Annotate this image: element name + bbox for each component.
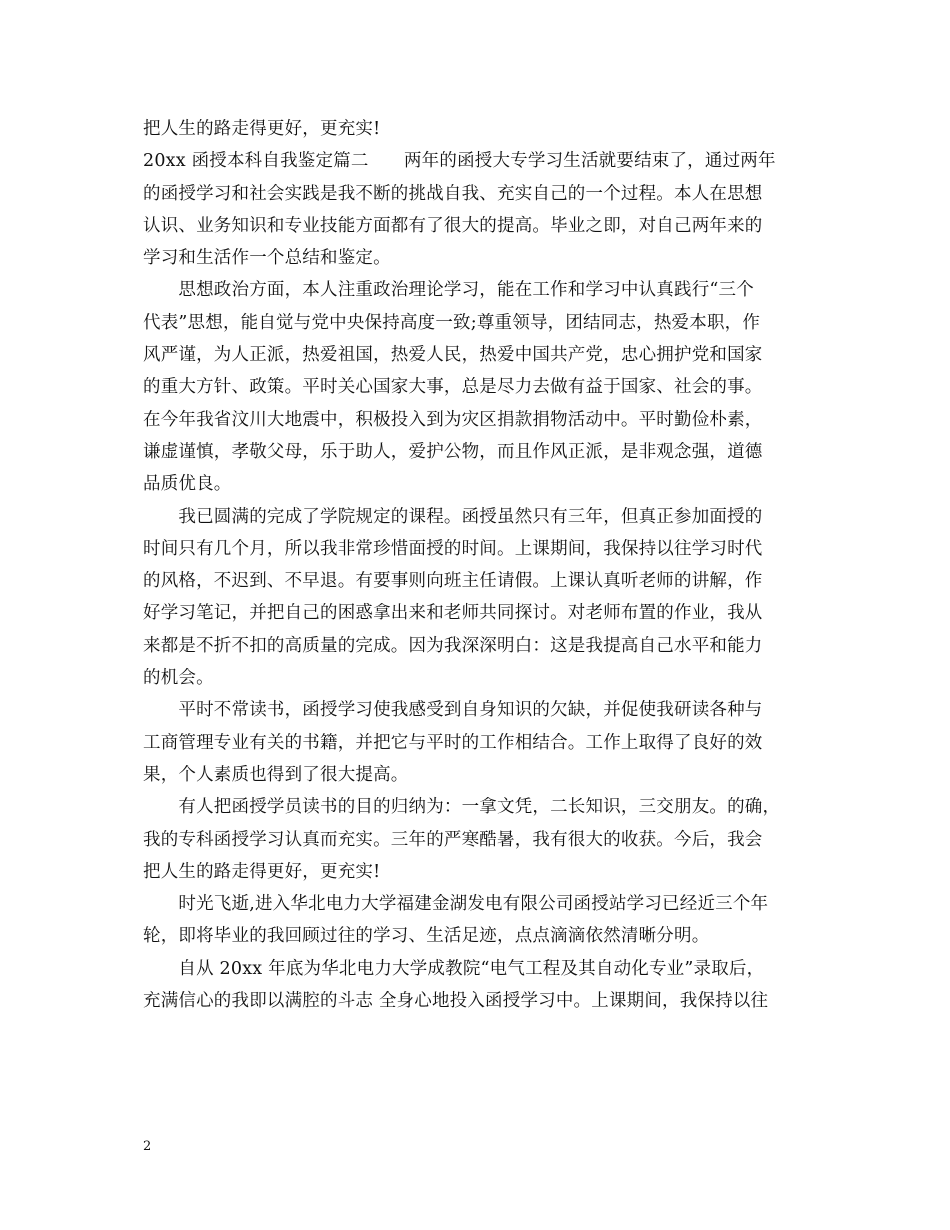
text-line-16: 好学习笔记，并把自己的困惑拿出来和老师共同探讨。对老师布置的作业，我从 [143, 603, 763, 624]
text-line-15: 的风格，不迟到、不早退。有要事则向班主任请假。上课认真听老师的讲解，作 [143, 571, 763, 592]
text-line-23: 我的专科函授学习认真而充实。三年的严寒酷暑，我有很大的收获。今后，我会 [143, 829, 763, 850]
body-text [143, 113, 811, 1017]
text-line-28: 充满信心的我即以满腔的斗志 全身心地投入函授学习中。上课期间，我保持以往 [143, 991, 769, 1012]
text-line-14: 时间只有几个月，所以我非常珍惜面授的时间。上课期间，我保持以往学习时代 [143, 538, 763, 559]
text-line-4: 认识、业务知识和专业技能方面都有了很大的提高。毕业之即，对自己两年来的 [143, 215, 763, 236]
text-line-8: 风严谨，为人正派，热爱祖国，热爱人民，热爱中国共产党，忠心拥护党和国家 [143, 345, 763, 366]
text-line-26: 轮，即将毕业的我回顾过往的学习、生活足迹，点点滴滴依然清晰分明。 [143, 926, 710, 947]
text-line-10: 在今年我省汶川大地震中，积极投入到为灾区捐款捐物活动中。平时勤俭朴素， [143, 409, 763, 430]
text-line-1: 把人生的路走得更好，更充实! [143, 119, 381, 139]
text-line-11: 谦虚谨慎，孝敬父母，乐于助人，爱护公物，而且作风正派，是非观念强，道德 [143, 441, 763, 462]
text-line-18: 的机会。 [143, 668, 214, 689]
text-line-22: 有人把函授学员读书的目的归纳为：一拿文凭，二长知识，三交朋友。的确， [143, 797, 781, 818]
text-line-27: 自从 20xx 年底为华北电力大学成教院“电气工程及其自动化专业”录取后， [143, 958, 765, 979]
text-line-25: 时光飞逝,进入华北电力大学福建金湖发电有限公司函授站学习已经近三个年 [143, 894, 769, 915]
text-line-2: 20xx 函授本科自我鉴定篇二 两年的函授大专学习生活就要结束了，通过两年 [143, 151, 776, 172]
text-line-17: 来都是不折不扣的高质量的完成。因为我深深明白：这是我提高自己水平和能力 [143, 635, 763, 656]
text-line-5: 学习和生活作一个总结和鉴定。 [143, 248, 391, 269]
text-line-12: 品质优良。 [143, 474, 232, 495]
text-line-19: 平时不常读书，函授学习使我感受到自身知识的欠缺，并促使我研读各种与 [143, 700, 763, 721]
text-line-21: 果，个人素质也得到了很大提高。 [143, 764, 409, 785]
page-number: 2 [143, 1139, 152, 1154]
text-line-7: 代表”思想，能自觉与党中央保持高度一致;尊重领导，团结同志，热爱本职，作 [143, 312, 761, 333]
text-line-24: 把人生的路走得更好，更充实! [143, 861, 381, 882]
text-line-6: 思想政治方面，本人注重政治理论学习，能在工作和学习中认真践行“三个 [143, 280, 754, 301]
text-line-13: 我已圆满的完成了学院规定的课程。函授虽然只有三年，但真正参加面授的 [143, 506, 763, 527]
text-line-9: 的重大方针、政策。平时关心国家大事，总是尽力去做有益于国家、社会的事。 [143, 377, 763, 398]
text-line-3: 的函授学习和社会实践是我不断的挑战自我、充实自己的一个过程。本人在思想 [143, 183, 763, 204]
text-line-20: 工商管理专业有关的书籍，并把它与平时的工作相结合。工作上取得了良好的效 [143, 732, 763, 753]
